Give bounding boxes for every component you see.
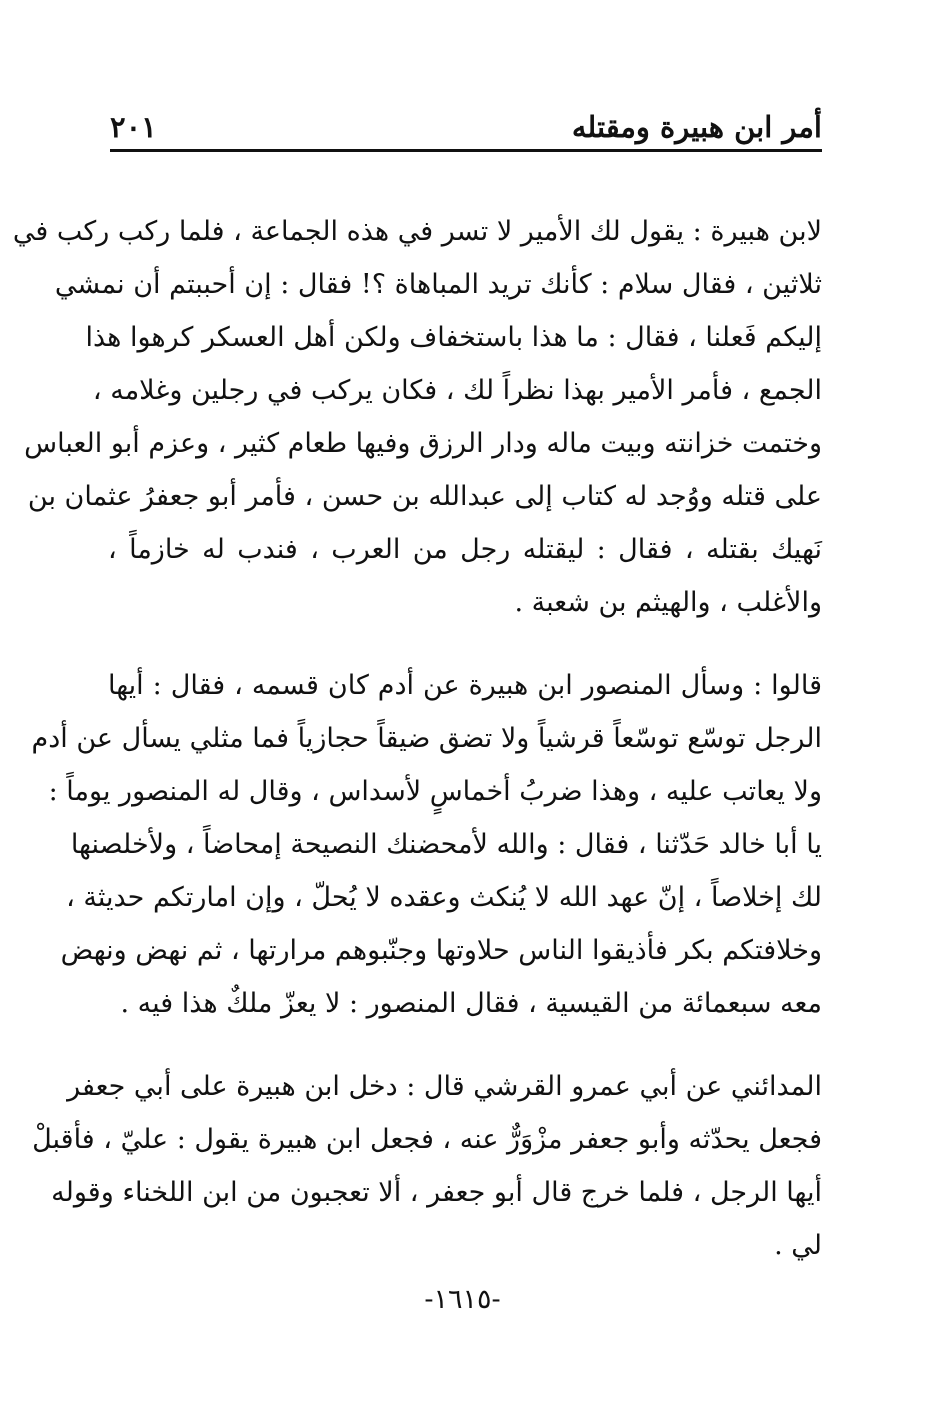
text-line: نَهيك بقتله ، فقال : ليقتله رجل من العرب ، فندب له خازماً ، xyxy=(108,534,822,565)
paragraph-2 xyxy=(31,659,822,1030)
text-line: فجعل يحدّثه وأبو جعفر مزْوَرٌّ عنه ، فجعل ابن هبيرة يقول : عليّ ، فأقبلْ xyxy=(32,1124,822,1155)
text-line: وخلافتكم بكر فأذيقوا الناس حلاوتها وجنّبوهم مرارتها ، ثم نهض ونهض xyxy=(60,935,822,966)
text-line: ثلاثين ، فقال سلام : كأنك تريد المباهاة ؟! فقال : إن أحببتم أن نمشي xyxy=(54,269,822,300)
text-line: والأغلب ، والهيثم بن شعبة . xyxy=(514,587,822,618)
paragraph-gap xyxy=(108,629,822,659)
footer-page-number: -١٦١٥- xyxy=(424,1284,501,1315)
paragraph-3 xyxy=(32,1060,822,1272)
text-line: الجمع ، فأمر الأمير بهذا نظراً لك ، فكان يركب في رجلين وغلامه ، xyxy=(92,375,822,406)
running-header xyxy=(110,108,822,154)
text-line: المدائني عن أبي عمرو القرشي قال : دخل ابن هبيرة على أبي جعفر xyxy=(67,1071,822,1102)
text-line: ولا يعاتب عليه ، وهذا ضربُ أخماسٍ لأسداس ، وقال له المنصور يوماً : xyxy=(48,776,822,807)
text-line: لي . xyxy=(774,1230,822,1261)
text-line: معه سبعمائة من القيسية ، فقال المنصور : لا يعزّ ملكٌ هذا فيه . xyxy=(120,988,822,1019)
text-line: إليكم فَعلنا ، فقال : ما هذا باستخفاف ولكن أهل العسكر كرهوا هذا xyxy=(85,322,822,353)
text-line: لابن هبيرة : يقول لك الأمير لا تسر في هذه الجماعة ، فلما ركب ركب في xyxy=(12,216,822,247)
header-rule xyxy=(110,149,822,152)
body-text xyxy=(12,205,822,1272)
page-number: ٢٠١ xyxy=(110,110,157,144)
text-line: لك إخلاصاً ، إنّ عهد الله لا يُنكث وعقده لا يُحلّ ، وإن امارتكم حديثة ، xyxy=(66,882,822,913)
text-line: على قتله ووُجد له كتاب إلى عبدالله بن حسن ، فأمر أبو جعفرُ عثمان بن xyxy=(27,481,822,512)
text-line: الرجل توسّع توسّعاً قرشياً ولا تضق ضيقاً حجازياً فما مثلي يسأل عن أدم xyxy=(31,723,822,754)
text-line: يا أبا خالد حَدّثنا ، فقال : والله لأمحضنك النصيحة إمحاضاً ، ولأخلصنها xyxy=(70,829,822,860)
text-line: وختمت خزانته وبيت ماله ودار الرزق وفيها طعام كثير ، وعزم أبو العباس xyxy=(24,428,822,459)
text-line: قالوا : وسأل المنصور ابن هبيرة عن أدم كان قسمه ، فقال : أيها xyxy=(108,670,822,701)
text-line: أيها الرجل ، فلما خرج قال أبو جعفر ، ألا تعجبون من ابن اللخناء وقوله xyxy=(51,1177,822,1208)
running-title: أمر ابن هبيرة ومقتله xyxy=(571,110,822,144)
paragraph-gap xyxy=(108,1030,822,1060)
paragraph-1 xyxy=(12,205,822,629)
